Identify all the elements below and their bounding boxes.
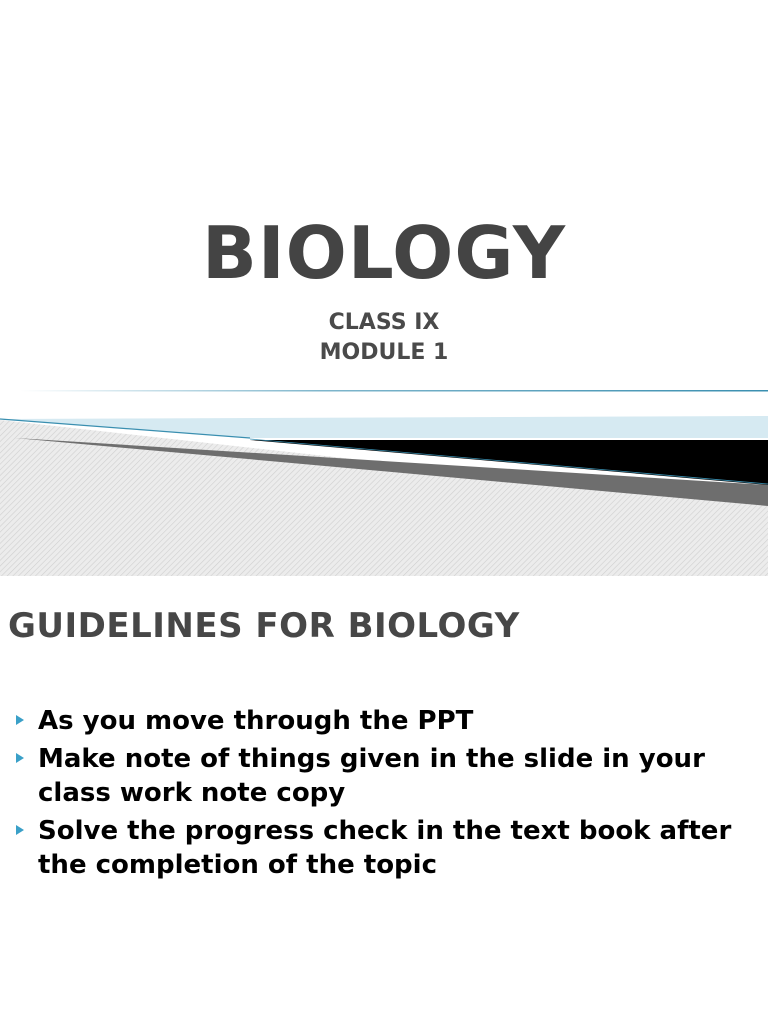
triangle-bullet-icon <box>16 715 24 725</box>
list-item-text: As you move through the PPT <box>38 706 474 736</box>
slide-title: BIOLOGY <box>201 211 567 295</box>
guidelines-list <box>16 704 736 886</box>
guidelines-slide <box>0 576 768 1024</box>
list-item <box>16 704 736 738</box>
subtitle-line-module: MODULE 1 <box>319 340 449 365</box>
subtitle-line-class: CLASS IX <box>328 310 440 335</box>
list-item <box>16 814 736 882</box>
thin-rule <box>20 390 768 392</box>
slide-subtitle <box>0 308 768 368</box>
list-item <box>16 742 736 810</box>
triangle-bullet-icon <box>16 825 24 835</box>
triangle-bullet-icon <box>16 753 24 763</box>
list-item-text: Make note of things given in the slide in your class work note copy <box>38 744 705 808</box>
list-item-text: Solve the progress check in the text book after the completion of the topic <box>38 816 732 880</box>
guidelines-heading: GUIDELINES FOR BIOLOGY <box>8 606 520 646</box>
